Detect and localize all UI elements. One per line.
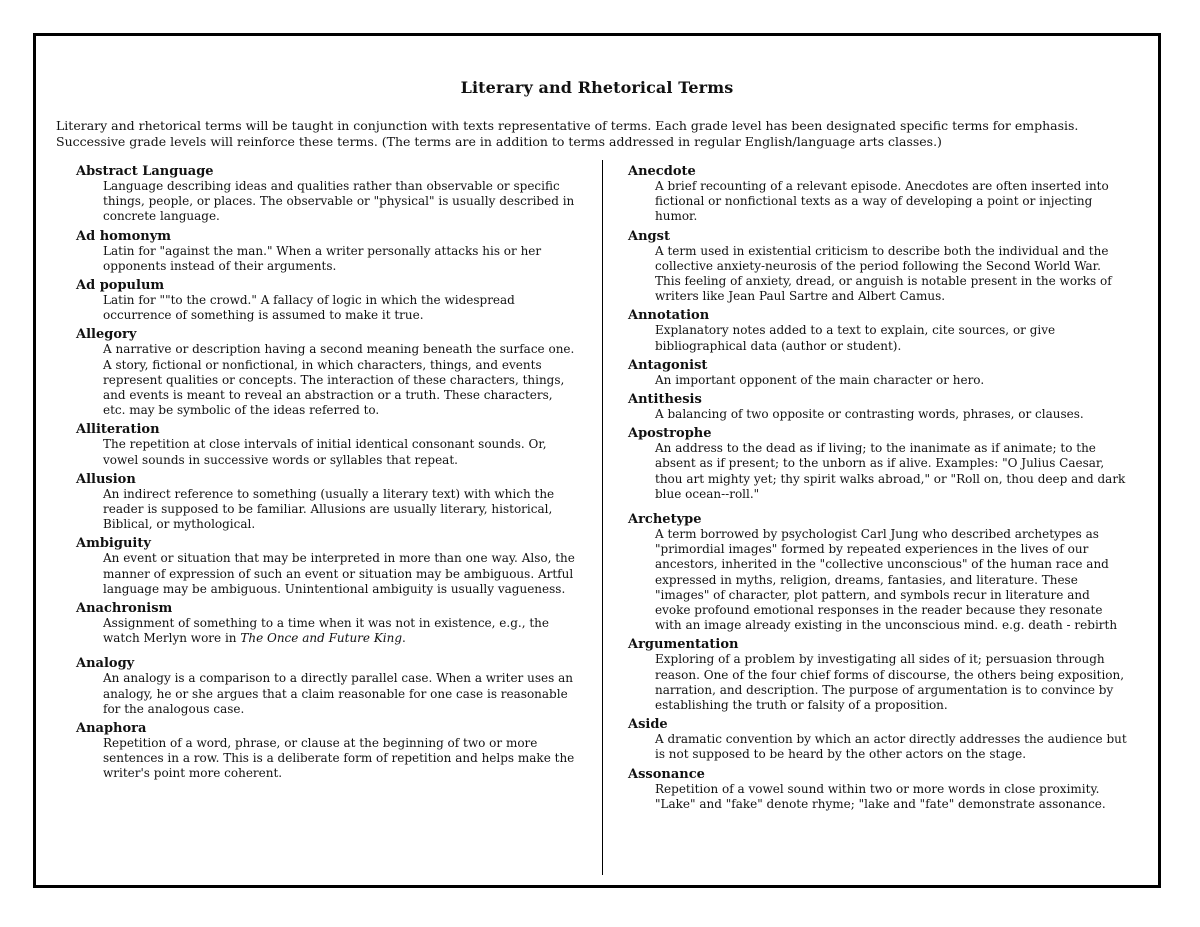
left-column xyxy=(76,164,576,786)
term-definition: The repetition at close intervals of initial identical consonant sounds. Or, vowel sounds in successive words or syllables that repeat. xyxy=(103,437,547,467)
term-definition: A dramatic convention by which an actor directly addresses the audience but is not supposed to be heard by the other actors on the stage. xyxy=(655,732,1127,762)
term-antithesis xyxy=(628,392,1128,422)
term-argumentation xyxy=(628,637,1128,713)
term-ad-homonym xyxy=(76,229,576,274)
term-anecdote xyxy=(628,164,1128,225)
right-column xyxy=(628,164,1128,816)
term-definition: Explanatory notes added to a text to explain, cite sources, or give bibliographical data (author or student). xyxy=(655,323,1056,353)
term-definition: A balancing of two opposite or contrasting words, phrases, or clauses. xyxy=(655,407,1084,422)
term-name: Antithesis xyxy=(628,392,702,408)
term-name: Anecdote xyxy=(628,164,696,179)
term-definition: Repetition of a word, phrase, or clause at the beginning of two or more sentences in a row. This is a deliberate form of repetition and helps make the writer's point more coherent. xyxy=(103,736,575,781)
term-name: Argumentation xyxy=(628,637,739,653)
definition-end: . xyxy=(402,631,406,646)
term-abstract-language xyxy=(76,164,576,225)
term-definition: A narrative or description having a second meaning beneath the surface one. A story, fictional or nonfictional, in which characters, things, and events represent qualities or concepts. The interaction of these characters, things, and events is meant to reveal an abstraction or a truth. These characters, etc. may be symbolic of the ideas referred to. xyxy=(103,342,575,418)
definition-text: Assignment of something to a time when it was not in existence, e.g., the watch Merlyn wore in xyxy=(103,616,549,646)
term-name: Assonance xyxy=(628,766,705,782)
term-name: Antagonist xyxy=(628,357,708,373)
term-alliteration xyxy=(76,422,576,467)
term-name: Anaphora xyxy=(76,721,147,737)
term-definition: An indirect reference to something (usually a literary text) with which the reader is supposed to be familiar. Allusions are usually literary, historical, Biblical, or mythological. xyxy=(103,486,555,532)
term-name: Ad populum xyxy=(76,278,165,294)
term-name: Ambiguity xyxy=(76,536,151,552)
page-title: Literary and Rhetorical Terms xyxy=(460,78,734,97)
term-name: Ad homonym xyxy=(76,228,172,244)
term-antagonist xyxy=(628,358,1128,388)
term-anachronism xyxy=(76,601,576,646)
term-definition: A term borrowed by psychologist Carl Jung who described archetypes as "primordial images" formed by repeated experiences in the lives of our ancestors, inherited in the "collective unconscious" of the human race and expressed in myths, religion, dreams, fantasies, and literature. These "images" of character, plot pattern, and symbols recur in literature and evoke profound emotional responses in the reader because they resonate with an image already existing in the unconscious mind. e.g. death - rebirth xyxy=(655,527,1118,633)
term-name: Allusion xyxy=(76,471,136,487)
term-definition: Repetition of a vowel sound within two or more words in close proximity. "Lake" and "fake" denote rhyme; "lake and "fate" demonstrate assonance. xyxy=(655,781,1106,811)
term-archetype xyxy=(628,512,1128,633)
term-definition: An important opponent of the main character or hero. xyxy=(655,372,985,387)
term-apostrophe xyxy=(628,426,1128,502)
term-name: Annotation xyxy=(628,308,710,324)
term-ad-populum xyxy=(76,278,576,323)
term-definition: A brief recounting of a relevant episode. Anecdotes are often inserted into fictional or nonfictional texts as a way of developing a point or injecting humor. xyxy=(655,179,1109,224)
term-anaphora xyxy=(76,721,576,782)
term-name: Analogy xyxy=(76,656,135,672)
page-frame xyxy=(33,33,1161,888)
term-name: Allegory xyxy=(76,327,137,343)
term-definition: An event or situation that may be interpreted in more than one way. Also, the manner of expression of such an event or situation may be ambiguous. Artful language may be ambiguous. Unintentional ambiguity is usually vagueness. xyxy=(103,551,575,596)
term-analogy xyxy=(76,656,576,717)
term-definition: Latin for ""to the crowd." A fallacy of logic in which the widespread occurrence of something is assumed to make it true. xyxy=(103,293,515,323)
term-allegory xyxy=(76,327,576,418)
term-definition: A term used in existential criticism to describe both the individual and the collective anxiety-neurosis of the period following the Second World War. This feeling of anxiety, dread, or anguish is notable present in the works of writers like Jean Paul Sartre and Albert Camus. xyxy=(655,243,1112,304)
term-ambiguity xyxy=(76,536,576,597)
term-name: Aside xyxy=(628,717,668,733)
term-annotation xyxy=(628,308,1128,353)
term-definition: Latin for "against the man." When a writer personally attacks his or her opponents instead of their arguments. xyxy=(103,243,542,273)
term-definition: An address to the dead as if living; to the inanimate as if animate; to the absent as if present; to the unborn as if alive. Examples: "O Julius Caesar, thou art mighty yet; thy spirit walks abroad," or "Roll on, thou deep and dark blue ocean--roll." xyxy=(655,441,1126,501)
column-divider xyxy=(602,160,603,875)
term-name: Archetype xyxy=(628,512,702,528)
term-assonance xyxy=(628,767,1128,812)
book-title: The Once and Future King xyxy=(240,631,403,646)
term-allusion xyxy=(76,472,576,533)
term-angst xyxy=(628,229,1128,305)
term-aside xyxy=(628,717,1128,762)
term-definition: Exploring of a problem by investigating all sides of it; persuasion through reason. One of the four chief forms of discourse, the others being exposition, narration, and description. The purpose of argumentation is to convince by establishing the truth or falsity of a proposition. xyxy=(655,652,1125,713)
term-definition: Language describing ideas and qualities rather than observable or specific things, people, or places. The observable or "physical" is usually described in concrete language. xyxy=(103,179,575,224)
term-name: Angst xyxy=(628,228,670,244)
term-definition xyxy=(76,616,576,646)
intro-paragraph: Literary and rhetorical terms will be taught in conjunction with texts representative of terms. Each grade level has been designated specific terms for emphasis. Successive grade levels will reinforce these terms. (The terms are in addition to terms addressed in regular English/language arts classes.) xyxy=(56,118,1079,149)
term-definition: An analogy is a comparison to a directly parallel case. When a writer uses an analogy, he or she argues that a claim reasonable for one case is reasonable for the analogous case. xyxy=(103,671,573,716)
term-name: Apostrophe xyxy=(628,426,712,442)
term-name: Anachronism xyxy=(76,601,173,617)
term-name: Abstract Language xyxy=(76,164,214,179)
term-name: Alliteration xyxy=(76,422,160,438)
